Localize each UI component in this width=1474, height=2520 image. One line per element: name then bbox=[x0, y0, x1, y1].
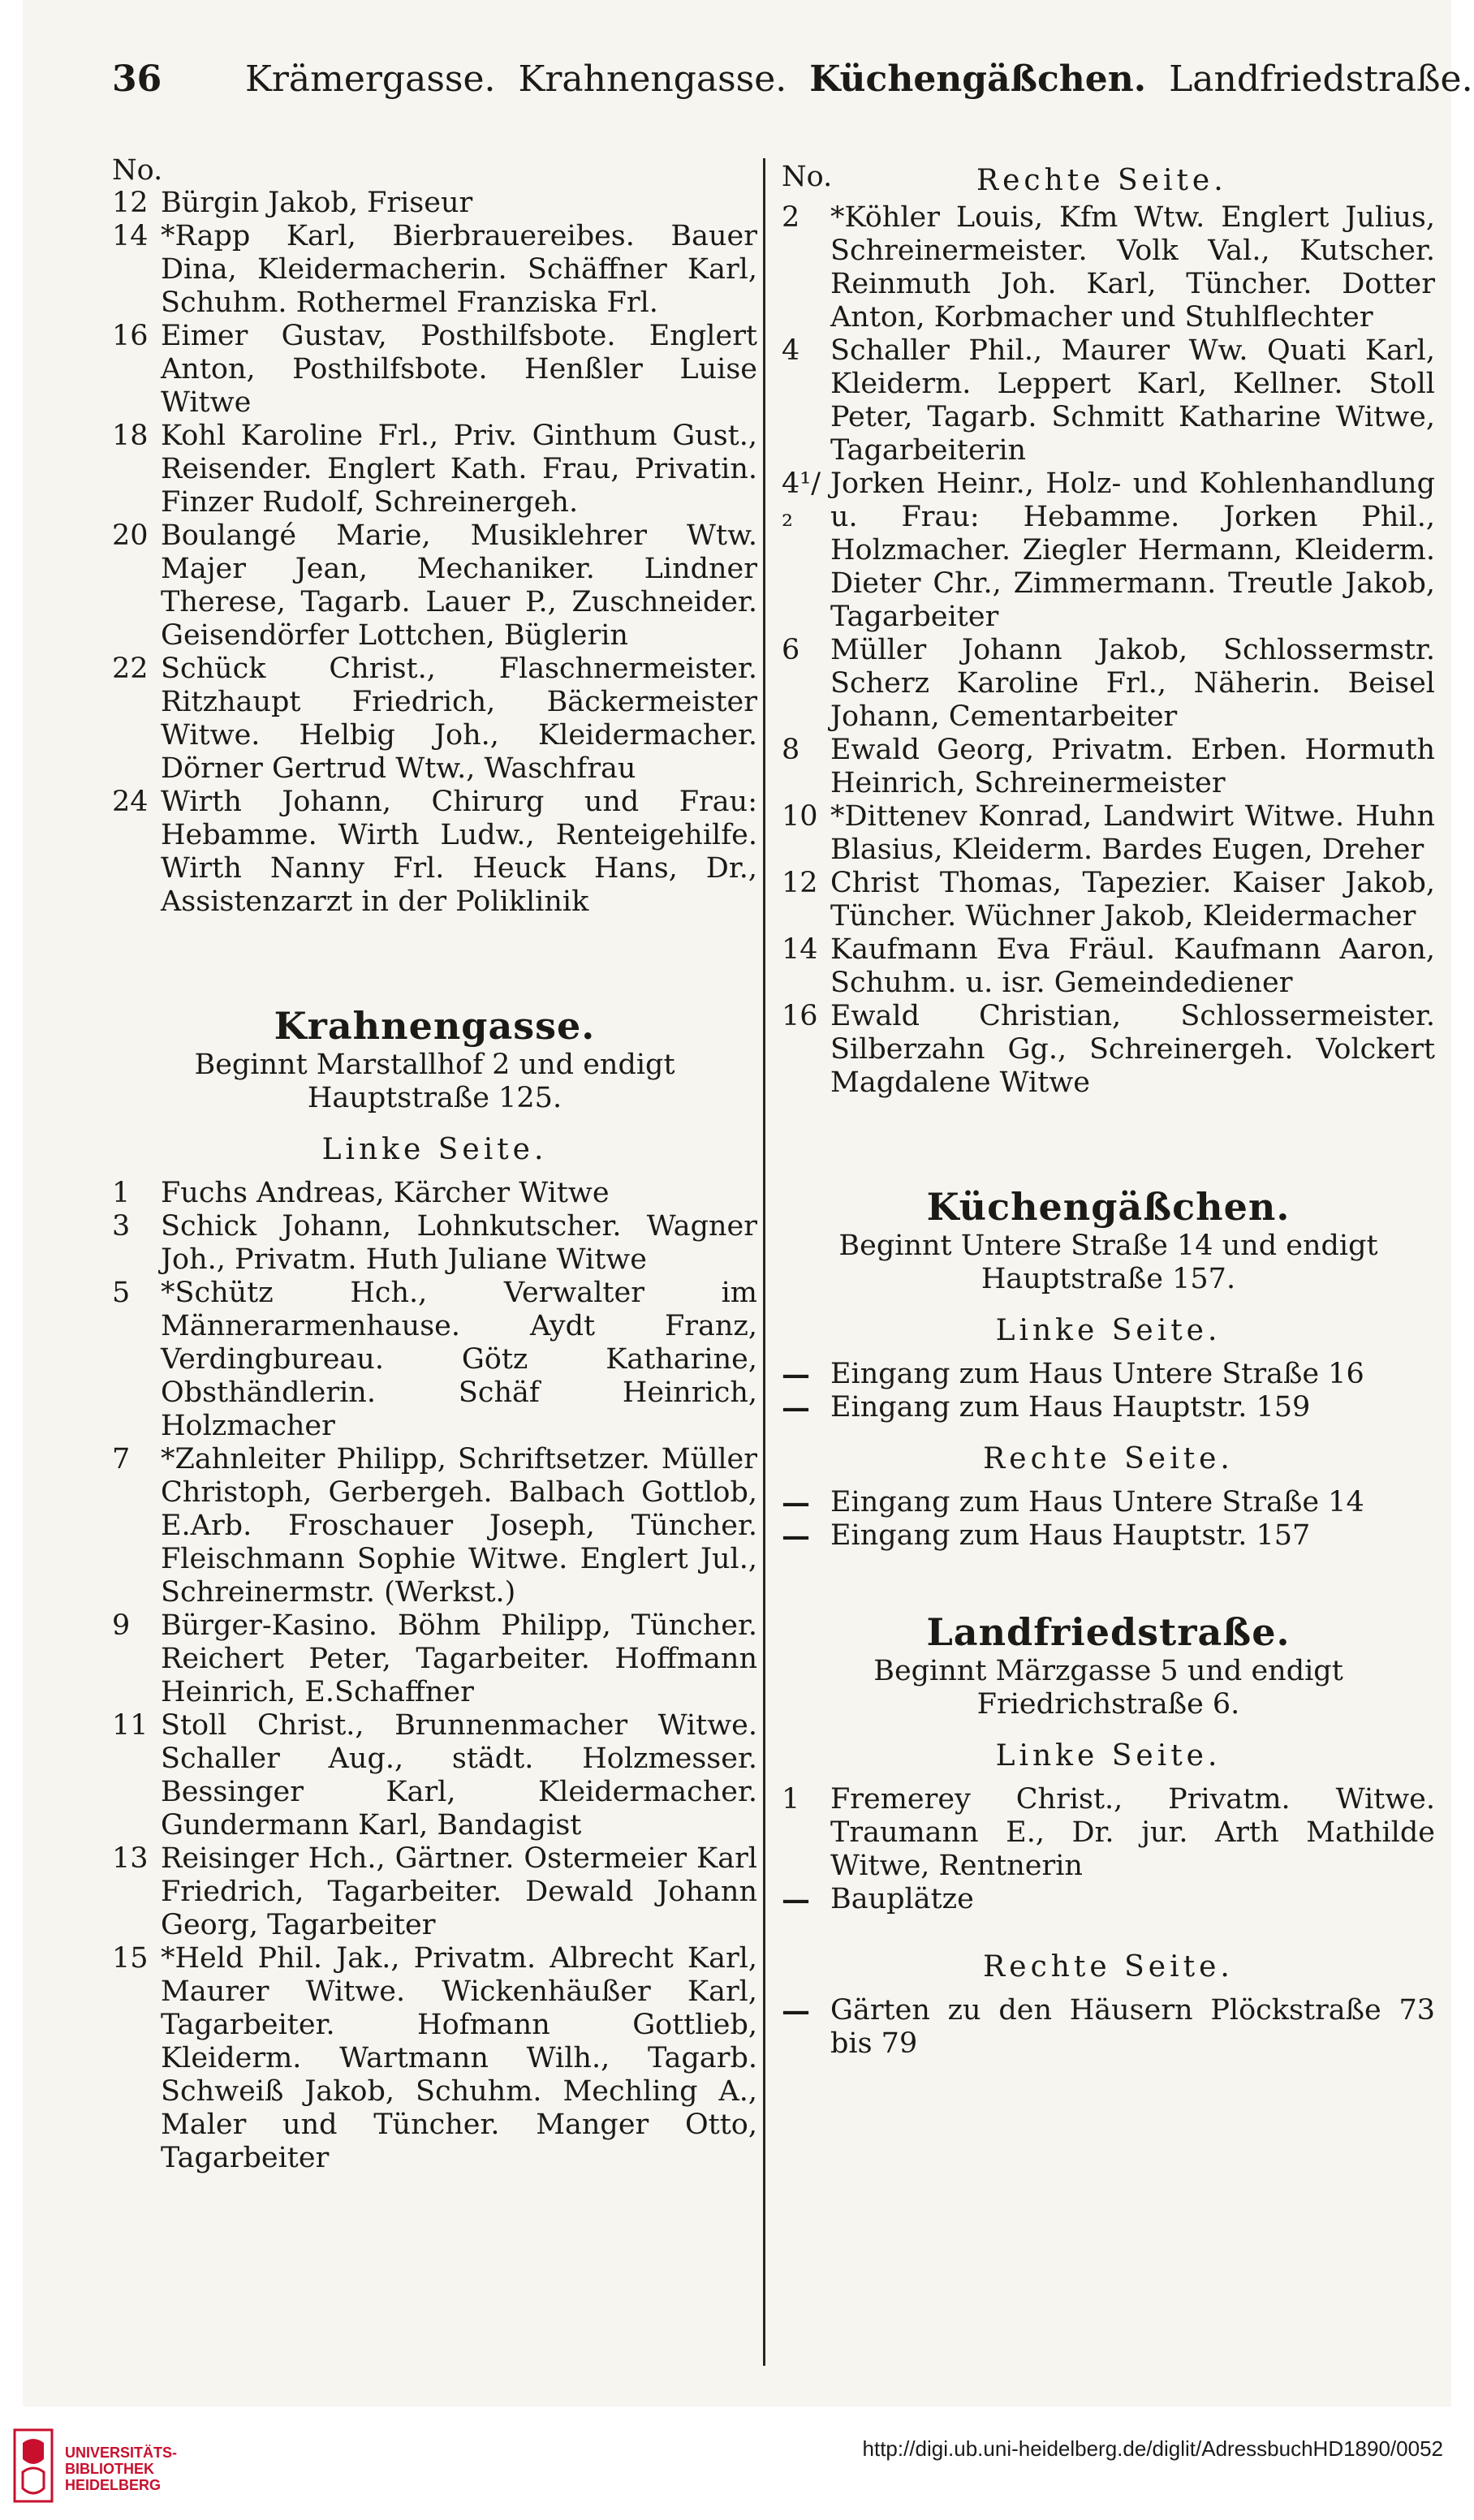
list-item bbox=[112, 220, 757, 320]
house-number: 3 bbox=[112, 1210, 131, 1243]
entry-text: Reisinger Hch., Gärtner. Ostermeier Karl Friedrich, Tagarbeiter. Dewald Johann Georg, Tagarbeiter bbox=[161, 1842, 757, 1941]
entry-text: Wirth Johann, Chirurg und Frau: Hebamme. Wirth Ludw., Renteigehilfe. Wirth Nanny Frl. Heuck Hans, Dr., Assistenzarzt in der Poliklinik bbox=[161, 786, 757, 918]
entry-text: Fremerey Christ., Privatm. Witwe. Traumann E., Dr. jur. Arth Mathilde Witwe, Rentnerin bbox=[830, 1783, 1435, 1882]
side-header-left: Linke Seite. bbox=[321, 1133, 548, 1166]
list-item bbox=[782, 1783, 1435, 1883]
entry-text: Schück Christ., Flaschnermeister. Ritzhaupt Friedrich, Bäckermeister Witwe. Helbig Joh., Kleidermacher. Dörner Gertrud Wtw., Waschfrau bbox=[161, 653, 757, 785]
side-header-left: Linke Seite. bbox=[995, 1314, 1222, 1347]
house-number: 9 bbox=[112, 1609, 131, 1642]
house-number: 15 bbox=[112, 1942, 149, 1975]
house-number: 4¹/₂ bbox=[782, 467, 821, 533]
entry-text: Boulangé Marie, Musiklehrer Wtw. Majer Jean, Mechaniker. Lindner Therese, Tagarb. Lauer P., Zuschneider. Geisendörfer Lottchen, Büglerin bbox=[161, 519, 757, 652]
list-item bbox=[112, 1709, 757, 1842]
entry-text: Stoll Christ., Brunnenmacher Witwe. Schaller Aug., städt. Holzmesser. Bessinger Karl, Kleidermacher. Gundermann Karl, Bandagist bbox=[161, 1709, 757, 1842]
list-item bbox=[782, 201, 1435, 334]
house-number: 24 bbox=[112, 786, 149, 818]
side-header-right: Rechte Seite. bbox=[976, 164, 1227, 197]
entry-text: Müller Johann Jakob, Schlossermstr. Scherz Karoline Frl., Näherin. Beisel Johann, Cementarbeiter bbox=[830, 634, 1435, 733]
list-item bbox=[782, 467, 1435, 634]
list-item bbox=[112, 1842, 757, 1942]
entry-text: Eingang zum Haus Untere Straße 14 bbox=[830, 1486, 1364, 1518]
entry-text: Ewald Georg, Privatm. Erben. Hormuth Heinrich, Schreinermeister bbox=[830, 734, 1435, 799]
entry-text: Kohl Karoline Frl., Priv. Ginthum Gust., Reisender. Englert Kath. Frau, Privatin. Finzer Rudolf, Schreinergeh. bbox=[161, 420, 757, 519]
house-number: 12 bbox=[782, 867, 818, 899]
list-item bbox=[112, 320, 757, 420]
house-number: 11 bbox=[112, 1709, 149, 1742]
list-item bbox=[782, 1994, 1435, 2061]
house-number: — bbox=[782, 1994, 810, 2027]
house-number: 16 bbox=[112, 320, 149, 352]
column-divider bbox=[763, 158, 765, 2366]
house-number: 18 bbox=[112, 420, 149, 452]
list-item bbox=[782, 1486, 1435, 1519]
landfriedstrasse-section bbox=[782, 1609, 1435, 2061]
library-name-line-3: HEIDELBERG bbox=[65, 2477, 162, 2493]
number-header: No. bbox=[112, 154, 163, 187]
list-item bbox=[112, 1177, 757, 1210]
list-item bbox=[112, 1942, 757, 2175]
list-item bbox=[112, 1210, 757, 1277]
entry-text: Bürger-Kasino. Böhm Philipp, Tüncher. Reichert Peter, Tagarbeiter. Hoffmann Heinrich, E.Schaffner bbox=[161, 1609, 757, 1708]
list-item bbox=[782, 1391, 1435, 1424]
house-number: — bbox=[782, 1486, 810, 1519]
entry-text: *Held Phil. Jak., Privatm. Albrecht Karl, Maurer Witwe. Wickenhäußer Karl, Tagarbeiter. Hofmann Gottlieb, Kleiderm. Wartmann Wilh., Tagarb. Schweiß Jakob, Schuhm. Mechling A., Maler und Tüncher. Manger Otto, Tagarbeiter bbox=[161, 1942, 757, 2174]
entry-text: Fuchs Andreas, Kärcher Witwe bbox=[161, 1177, 610, 1209]
house-number: 14 bbox=[112, 220, 149, 252]
running-head bbox=[112, 57, 1473, 102]
running-head-street-1: Krämergasse. bbox=[245, 58, 496, 100]
entry-text: Christ Thomas, Tapezier. Kaiser Jakob, Tüncher. Wüchner Jakob, Kleidermacher bbox=[830, 867, 1435, 933]
list-item bbox=[782, 1883, 1435, 1916]
viewer-footer bbox=[0, 2409, 1474, 2520]
street-title: Landfriedstraße. bbox=[926, 1610, 1291, 1654]
house-number: 6 bbox=[782, 634, 800, 666]
library-name-line-2: BIBLIOTHEK bbox=[65, 2461, 154, 2477]
running-head-street-2: Krahnengasse. bbox=[518, 58, 787, 100]
house-number: 8 bbox=[782, 734, 800, 766]
house-number: 2 bbox=[782, 201, 800, 234]
house-number: 7 bbox=[112, 1443, 131, 1475]
right-column bbox=[782, 154, 1435, 2061]
krahnengasse-section bbox=[112, 1003, 757, 2175]
entry-text: Schick Johann, Lohnkutscher. Wagner Joh., Privatm. Huth Juliane Witwe bbox=[161, 1210, 757, 1276]
entry-text: Jorken Heinr., Holz- und Kohlenhandlung u. Frau: Hebamme. Jorken Phil., Holzmacher. Ziegler Hermann, Kleiderm. Dieter Chr., Zimmermann. Treutle Jakob, Tagarbeiter bbox=[830, 467, 1435, 633]
entry-text: Eingang zum Haus Hauptstr. 157 bbox=[830, 1519, 1311, 1552]
house-number: 16 bbox=[782, 1000, 818, 1032]
library-logo[interactable] bbox=[11, 2427, 190, 2505]
house-number: — bbox=[782, 1883, 810, 1916]
list-item bbox=[782, 634, 1435, 734]
entry-text: *Schütz Hch., Verwalter im Männerarmenhause. Aydt Franz, Verdingbureau. Götz Katharine, Obsthändlerin. Schäf Heinrich, Holzmacher bbox=[161, 1277, 757, 1442]
street-description: Beginnt Marstallhof 2 und endigt Hauptstraße 125. bbox=[194, 1049, 675, 1114]
entry-text: Ewald Christian, Schlossermeister. Silberzahn Gg., Schreinergeh. Volckert Magdalene Witwe bbox=[830, 1000, 1435, 1099]
house-number: 20 bbox=[112, 519, 149, 552]
street-title: Krahnengasse. bbox=[274, 1004, 596, 1048]
house-number: 5 bbox=[112, 1277, 131, 1309]
kraemergasse-right-entries bbox=[782, 201, 1435, 1100]
source-url-link[interactable]: http://digi.ub.uni-heidelberg.de/diglit/AdressbuchHD1890/0052 bbox=[862, 2436, 1443, 2461]
house-number: 14 bbox=[782, 933, 818, 966]
list-item bbox=[112, 653, 757, 786]
list-item bbox=[782, 933, 1435, 1000]
library-name-line-1: UNIVERSITÄTS- bbox=[65, 2445, 178, 2461]
entry-text: Bürgin Jakob, Friseur bbox=[161, 187, 473, 219]
library-seal-icon bbox=[11, 2427, 57, 2505]
page-number: 36 bbox=[112, 58, 162, 100]
list-item bbox=[112, 519, 757, 653]
running-head-street-4: Landfriedstraße. bbox=[1169, 58, 1473, 100]
house-number: — bbox=[782, 1519, 810, 1553]
entry-text: Gärten zu den Häusern Plöckstraße 73 bis 79 bbox=[830, 1994, 1435, 2060]
entry-text: *Zahnleiter Philipp, Schriftsetzer. Müller Christoph, Gerbergeh. Balbach Gottlob, E.Arb. Froschauer Joseph, Tüncher. Fleischmann Sophie Witwe. Englert Jul., Schreinermstr. (Werkst.) bbox=[161, 1443, 757, 1609]
list-item bbox=[782, 1000, 1435, 1100]
house-number: 12 bbox=[112, 187, 149, 219]
house-number: 13 bbox=[112, 1842, 149, 1875]
street-title: Küchengäßchen. bbox=[926, 1185, 1291, 1229]
list-item bbox=[782, 867, 1435, 933]
list-item bbox=[782, 734, 1435, 800]
scanned-page bbox=[23, 0, 1473, 2406]
kraemergasse-left-entries bbox=[112, 187, 757, 919]
entry-text: Kaufmann Eva Fräul. Kaufmann Aaron, Schuhm. u. isr. Gemeindediener bbox=[830, 933, 1435, 999]
entry-text: Eingang zum Haus Untere Straße 16 bbox=[830, 1358, 1364, 1390]
number-header: No. bbox=[782, 161, 833, 193]
list-item bbox=[112, 420, 757, 519]
entry-text: *Dittenev Konrad, Landwirt Witwe. Huhn Blasius, Kleiderm. Bardes Eugen, Dreher bbox=[830, 800, 1435, 866]
list-item bbox=[112, 1609, 757, 1709]
side-header-right: Rechte Seite. bbox=[983, 1950, 1234, 1984]
right-column-header bbox=[782, 154, 1435, 201]
entry-text: Eimer Gustav, Posthilfsbote. Englert Anton, Posthilfsbote. Henßler Luise Witwe bbox=[161, 320, 757, 419]
list-item bbox=[112, 187, 757, 220]
house-number: 10 bbox=[782, 800, 818, 833]
list-item bbox=[782, 1358, 1435, 1391]
list-item bbox=[112, 1277, 757, 1443]
library-name bbox=[65, 2445, 177, 2493]
house-number: 1 bbox=[112, 1177, 131, 1209]
list-item bbox=[112, 1443, 757, 1609]
side-header-right: Rechte Seite. bbox=[983, 1442, 1234, 1475]
house-number: 1 bbox=[782, 1783, 800, 1816]
house-number: — bbox=[782, 1391, 810, 1424]
entry-text: *Köhler Louis, Kfm Wtw. Englert Julius, Schreinermeister. Volk Val., Kutscher. Reinmuth Joh. Karl, Tüncher. Dotter Anton, Korbmacher und Stuhlflechter bbox=[830, 201, 1435, 334]
street-description: Beginnt Untere Straße 14 und endigt Hauptstraße 157. bbox=[838, 1230, 1378, 1295]
side-header-left: Linke Seite. bbox=[995, 1739, 1222, 1773]
house-number: 4 bbox=[782, 334, 800, 367]
street-description: Beginnt Märzgasse 5 und endigt Friedrichstraße 6. bbox=[873, 1655, 1343, 1721]
entry-text: Bauplätze bbox=[830, 1883, 974, 1915]
house-number: — bbox=[782, 1358, 810, 1391]
list-item bbox=[782, 800, 1435, 867]
list-item bbox=[782, 334, 1435, 467]
left-column bbox=[112, 154, 757, 2175]
kuechengaesschen-section bbox=[782, 1184, 1435, 1553]
entry-text: *Rapp Karl, Bierbrauereibes. Bauer Dina, Kleidermacherin. Schäffner Karl, Schuhm. Rothermel Franziska Frl. bbox=[161, 220, 757, 319]
house-number: 22 bbox=[112, 653, 149, 685]
running-head-street-3: Küchengäßchen. bbox=[809, 58, 1147, 100]
list-item bbox=[782, 1519, 1435, 1553]
entry-text: Eingang zum Haus Hauptstr. 159 bbox=[830, 1391, 1311, 1424]
list-item bbox=[112, 786, 757, 919]
entry-text: Schaller Phil., Maurer Ww. Quati Karl, Kleiderm. Leppert Karl, Kellner. Stoll Peter, Tagarb. Schmitt Katharine Witwe, Tagarbeiterin bbox=[830, 334, 1435, 467]
